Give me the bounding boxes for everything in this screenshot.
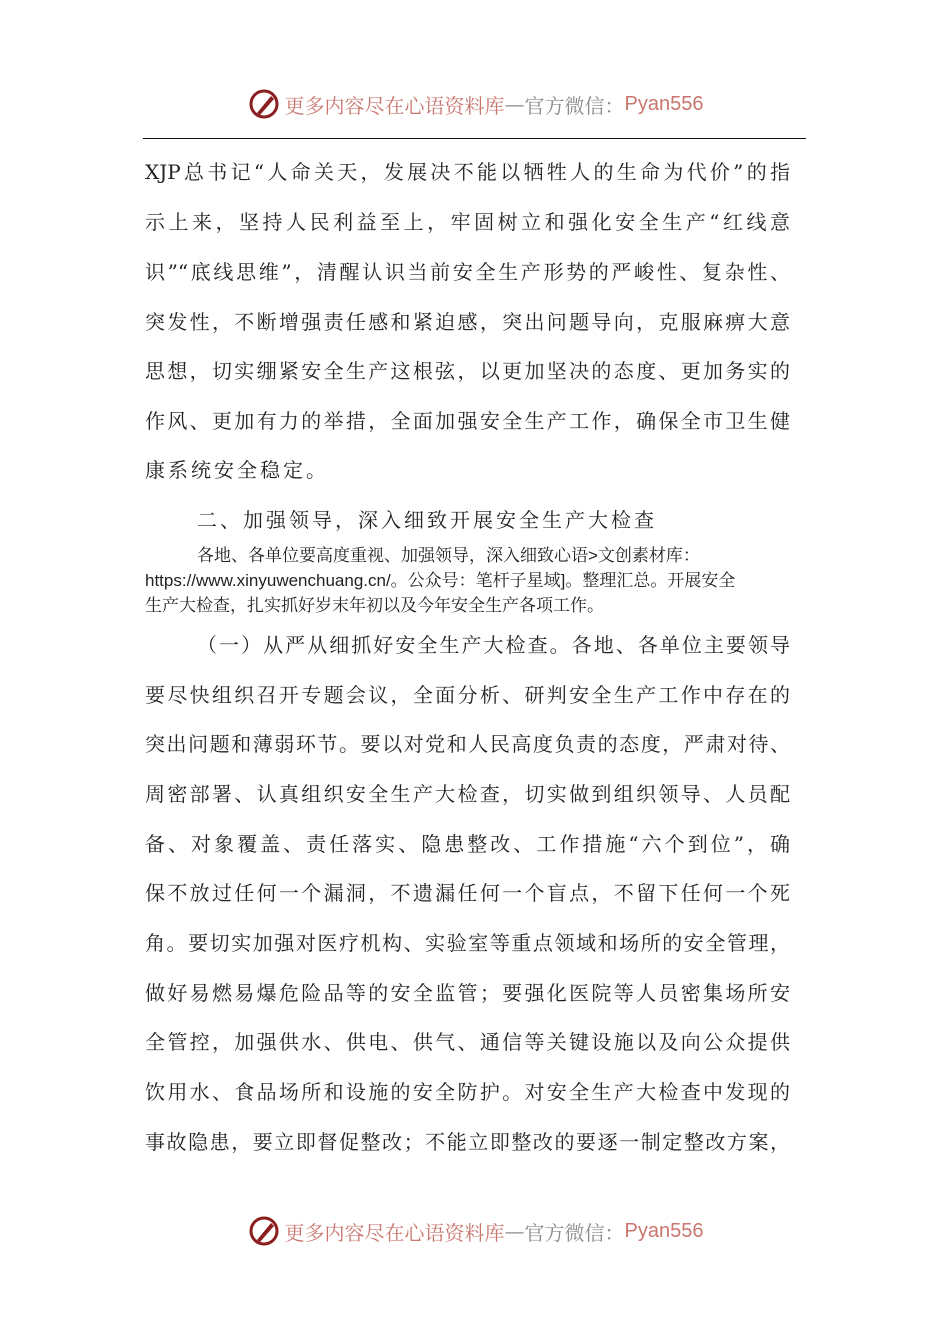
header-dash: — <box>504 92 525 116</box>
header-wechat-label: 官方微信： <box>524 93 625 118</box>
body-line: （一）从严从细抓好安全生产大检查。各地、各单位主要领导 <box>197 633 790 657</box>
body-line: 角。要切实加强对医疗机构、实验室等重点领域和场所的安全管理， <box>145 931 790 955</box>
pen-logo-icon <box>247 87 281 121</box>
body-line: 饮用水、食品场所和设施的安全防护。对安全生产大检查中发现的 <box>145 1080 790 1104</box>
body-line: 全管控，加强供水、供电、供气、通信等关键设施以及向公众提供 <box>145 1030 790 1054</box>
body-line: 事故隐患，要立即督促整改；不能立即整改的要逐一制定整改方案， <box>145 1130 790 1154</box>
body-line: 思想，切实绷紧安全生产这根弦，以更加坚决的态度、更加务实的 <box>145 359 790 383</box>
footer-wechat-label: 官方微信： <box>524 1220 625 1245</box>
body-line: 突发性，不断增强责任感和紧迫感，突出问题导向，克服麻痹大意 <box>145 310 790 334</box>
pen-logo-icon <box>247 1214 281 1248</box>
small-line: https://www.xinyuwenchuang.cn/。公众号：笔杆子星域]。整理汇总。开展安全 <box>145 571 736 590</box>
header-wechat-id: Pyan556 <box>624 92 704 115</box>
body-line: 康系统安全稳定。 <box>145 458 329 482</box>
small-line: 生产大检查，扎实抓好岁末年初以及今年安全生产各项工作。 <box>145 596 604 615</box>
footer-dash: — <box>504 1219 525 1243</box>
body-line: 保不放过任何一个漏洞，不遗漏任何一个盲点，不留下任何一个死 <box>145 881 790 905</box>
body-line: 备、对象覆盖、责任落实、隐患整改、工作措施“六个到位”，确 <box>145 832 790 856</box>
footer-brand: 更多内容尽在心语资料库 <box>284 1220 505 1245</box>
section-heading: 二、加强领导，深入细致开展安全生产大检查 <box>197 508 657 532</box>
body-line: 作风、更加有力的举措，全面加强安全生产工作，确保全市卫生健 <box>145 409 790 433</box>
body-line: 周密部署、认真组织安全生产大检查，切实做到组织领导、人员配 <box>145 782 790 806</box>
small-line: 各地、各单位要高度重视、加强领导，深入细致心语>文创素材库： <box>197 546 700 565</box>
footer-wechat-id: Pyan556 <box>624 1219 704 1242</box>
header-brand: 更多内容尽在心语资料库 <box>284 93 505 118</box>
page-header <box>0 84 950 124</box>
body-line: 示上来，坚持人民利益至上，牢固树立和强化安全生产“红线意 <box>145 210 790 234</box>
header-divider <box>143 138 806 139</box>
body-line: 要尽快组织召开专题会议，全面分析、研判安全生产工作中存在的 <box>145 683 790 707</box>
body-line: XJP总书记“人命关天，发展决不能以牺牲人的生命为代价”的指 <box>145 160 790 184</box>
body-line: 识”“底线思维”，清醒认识当前安全生产形势的严峻性、复杂性、 <box>145 260 790 284</box>
body-line: 突出问题和薄弱环节。要以对党和人民高度负责的态度，严肃对待、 <box>145 732 790 756</box>
body-line: 做好易燃易爆危险品等的安全监管；要强化医院等人员密集场所安 <box>145 981 790 1005</box>
page-footer <box>0 1211 950 1251</box>
